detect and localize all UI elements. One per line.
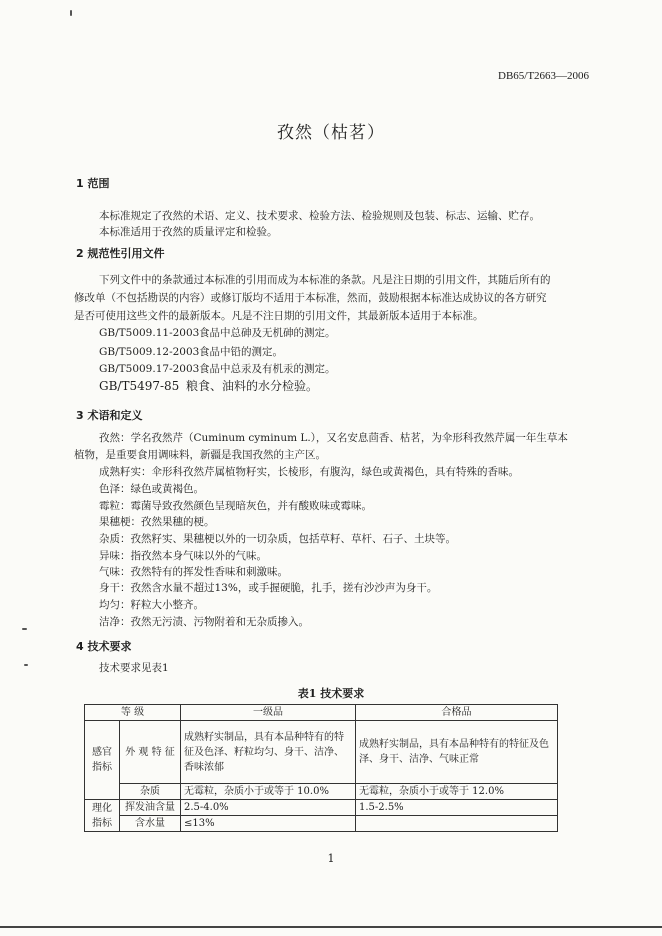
table-row [85,784,558,800]
scan-speck [24,664,28,666]
sensory-label: 感官指标 [85,721,120,800]
page-number: 1 [327,852,335,865]
table-row [85,800,558,816]
reference-code: GB/T5009.11-2003 [99,327,200,339]
table-row [85,721,558,784]
section-2-para-line: 是否可使用这些文件的最新版本。凡是不注日期的引用文件，其最新版本适用于本标准。 [74,310,484,322]
grade2-header: 合格品 [356,705,558,721]
oil-label: 挥发油含量 [120,800,181,816]
scan-edge-line [0,926,662,928]
physchem-label: 理化指标 [85,800,120,832]
definition-line: 洁净：孜然无污渍、污物附着和无杂质掺入。 [99,616,309,628]
table-caption: 表1 技术要求 [297,687,365,700]
scan-speck [70,10,72,16]
section-4-heading: 4 技术要求 [76,640,132,653]
definition-line: 杂质：孜然籽实、果穗梗以外的一切杂质，包括草籽、草杆、石子、土块等。 [99,533,456,545]
reference-item [99,325,336,340]
impurity-grade1: 无霉粒，杂质小于或等于 10.0% [181,784,356,800]
impurity-label: 杂质 [120,784,181,800]
page-title: 孜然（枯茗） [277,123,385,143]
appearance-label: 外 观 特 征 [120,721,181,784]
reference-code: GB/T5497-85 [99,379,180,393]
section-2-heading: 2 规范性引用文件 [76,247,165,260]
reference-name: 食品中总砷及无机砷的测定。 [199,327,336,339]
definition-line: 气味：孜然特有的挥发性香味和刺激味。 [99,566,288,578]
definition-line: 孜然：学名孜然芹（Cuminum cyminum L.），又名安息茴香、枯茗，为伞形科孜然芹属一年生草本 [99,432,568,444]
reference-item [99,377,318,394]
definition-line: 成熟籽实：伞形科孜然芹属植物籽实，长棱形，有腹沟，绿色或黄褐色，具有特殊的香味。 [99,466,519,478]
definition-line: 霉粒：霉菌导致孜然颜色呈现暗灰色，并有酸败味或霉味。 [99,500,372,512]
section-1-line: 本标准适用于孜然的质量评定和检验。 [99,226,278,238]
grade1-header: 一级品 [181,705,356,721]
reference-code: GB/T5009.12-2003 [99,346,200,358]
impurity-grade2: 无霉粒，杂质小于或等于 12.0% [356,784,558,800]
oil-grade1: 2.5-4.0% [181,800,356,816]
definition-line: 色泽：绿色或黄褐色。 [99,483,204,495]
definition-line: 均匀：籽粒大小整齐。 [99,599,204,611]
water-label: 含水量 [120,816,181,832]
scan-speck [22,628,27,630]
appearance-grade1: 成熟籽实制品，具有本品种特有的特征及色泽、籽粒均匀、身干、洁净、香味浓郁 [181,721,356,784]
reference-item [99,344,283,359]
grade-header: 等 级 [85,705,181,721]
section-4-intro: 技术要求见表1 [99,662,169,674]
reference-name: 粮食、油料的水分检验。 [186,379,319,393]
document-code: DB65/T2663—2006 [498,70,590,82]
definition-line: 身干：孜然含水量不超过13%，或手握硬脆，扎手，搓有沙沙声为身干。 [99,582,438,594]
table-row [85,816,558,832]
definition-line: 植物，是重要食用调味料，新疆是我国孜然的主产区。 [74,449,326,461]
section-1-heading: 1 范围 [76,177,110,190]
water-grade1: ≤13% [181,816,356,832]
section-2-para-line: 修改单（不包括勘误的内容）或修订版均不适用于本标准，然而，鼓励根据本标准达成协议的各方研究 [74,292,547,304]
technical-requirements-table [84,704,558,832]
section-2-para-line: 下列文件中的条款通过本标准的引用而成为本标准的条款。凡是注日期的引用文件，其随后所有的 [99,274,551,286]
definition-line: 异味：指孜然本身气味以外的气味。 [99,550,267,562]
table-row [85,705,558,721]
appearance-grade2: 成熟籽实制品，具有本品种特有的特征及色泽、身干、洁净、气味正常 [356,721,558,784]
section-1-line: 本标准规定了孜然的术语、定义、技术要求、检验方法、检验规则及包装、标志、运输、贮存。 [99,210,540,222]
water-grade2 [356,816,558,832]
reference-name: 食品中铅的测定。 [199,346,283,358]
section-3-heading: 3 术语和定义 [76,409,143,422]
reference-code: GB/T5009.17-2003 [99,363,200,375]
reference-item [99,361,336,376]
definition-line: 果穗梗：孜然果穗的梗。 [99,516,215,528]
reference-name: 食品中总汞及有机汞的测定。 [199,363,336,375]
oil-grade2: 1.5-2.5% [356,800,558,816]
